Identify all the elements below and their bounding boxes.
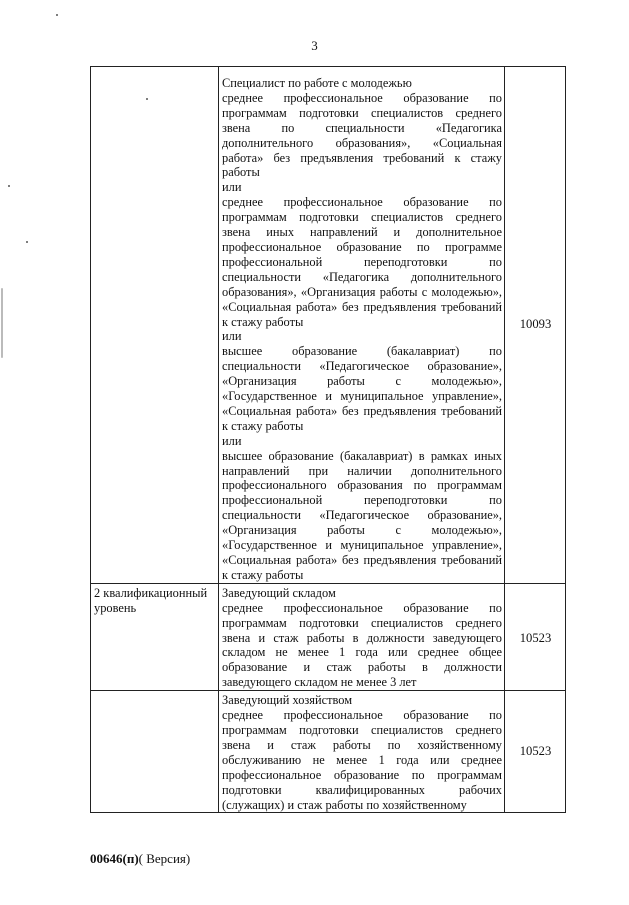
position-title: Заведующий хозяйством [222,693,353,708]
position-title: Специалист по работе с молодежью [222,76,412,90]
qualification-level-cell [91,67,219,584]
qualification-table [90,66,566,813]
position-requirements-cell [219,583,505,690]
position-title: Заведующий складом [222,585,336,600]
scan-speck [56,14,58,16]
table-row [91,67,566,584]
document-version: ( Версия) [138,851,191,866]
salary-cell: 10093 [505,67,566,584]
requirement-text: высшее образование (бакалавриат) по специальности «Педагогическое образование», «Организация работы с молодежью», «Государственное и муниципальное управление», «Социальная работа» без предъявления требований к стажу работы [222,344,502,433]
scan-edge-mark [1,288,3,358]
requirement-text: среднее профессиональное образование по программам подготовки специалистов среднего звена по специальности «Педагогика дополнительного образования», «Социальная работа» без предъявления требований к стажу работы [222,90,502,180]
requirement-separator: или [222,433,242,448]
requirement-text: среднее профессиональное образование по программам подготовки специалистов среднего звена и стаж работы в должности заведующего складом не менее 1 года или среднее общее образование и стаж работы в должности заведующего складом не менее 3 лет [222,600,502,690]
position-requirements-cell [219,691,505,813]
scan-speck [26,241,28,243]
requirement-text: среднее профессиональное образование по программам подготовки специалистов среднего звена иных направлений и дополнительное профессиональное образование по программе профессиональной переподготовки по специальности «Педагогика дополнительного образования», «Организация работы с молодежью», «Социальная работа» без предъявления требований к стажу работы [222,195,502,329]
requirement-text: высшее образование (бакалавриат) в рамках иных направлений при наличии дополнительного профессионального образования по программам профессиональной переподготовки по специальности «Педагогическое образование», «Организация работы с молодежью», «Государственное и муниципальное управление», «Социальная работа» без предъявления требований к стажу работы [222,448,502,582]
salary-cell: 10523 [505,691,566,813]
table-row [91,691,566,813]
salary-cell: 10523 [505,583,566,690]
requirement-separator: или [222,329,242,344]
page-number: 3 [311,38,318,53]
table-row [91,583,566,690]
requirement-separator: или [222,180,242,195]
document-footer [90,851,190,867]
qualification-level-cell [91,691,219,813]
scan-speck [146,98,148,100]
qualification-level-cell: 2 квалификационный уровень [91,583,219,690]
requirement-text: среднее профессиональное образование по программам подготовки специалистов среднего звена и стаж работы по хозяйственному обслуживанию не менее 1 года или среднее профессиональное образование по программам подготовки квалифицированных рабочих (служащих) и стаж работы по хозяйственному [222,708,502,812]
document-code: 00646(п) [90,851,139,866]
scan-speck [8,185,10,187]
position-requirements-cell [219,67,505,584]
